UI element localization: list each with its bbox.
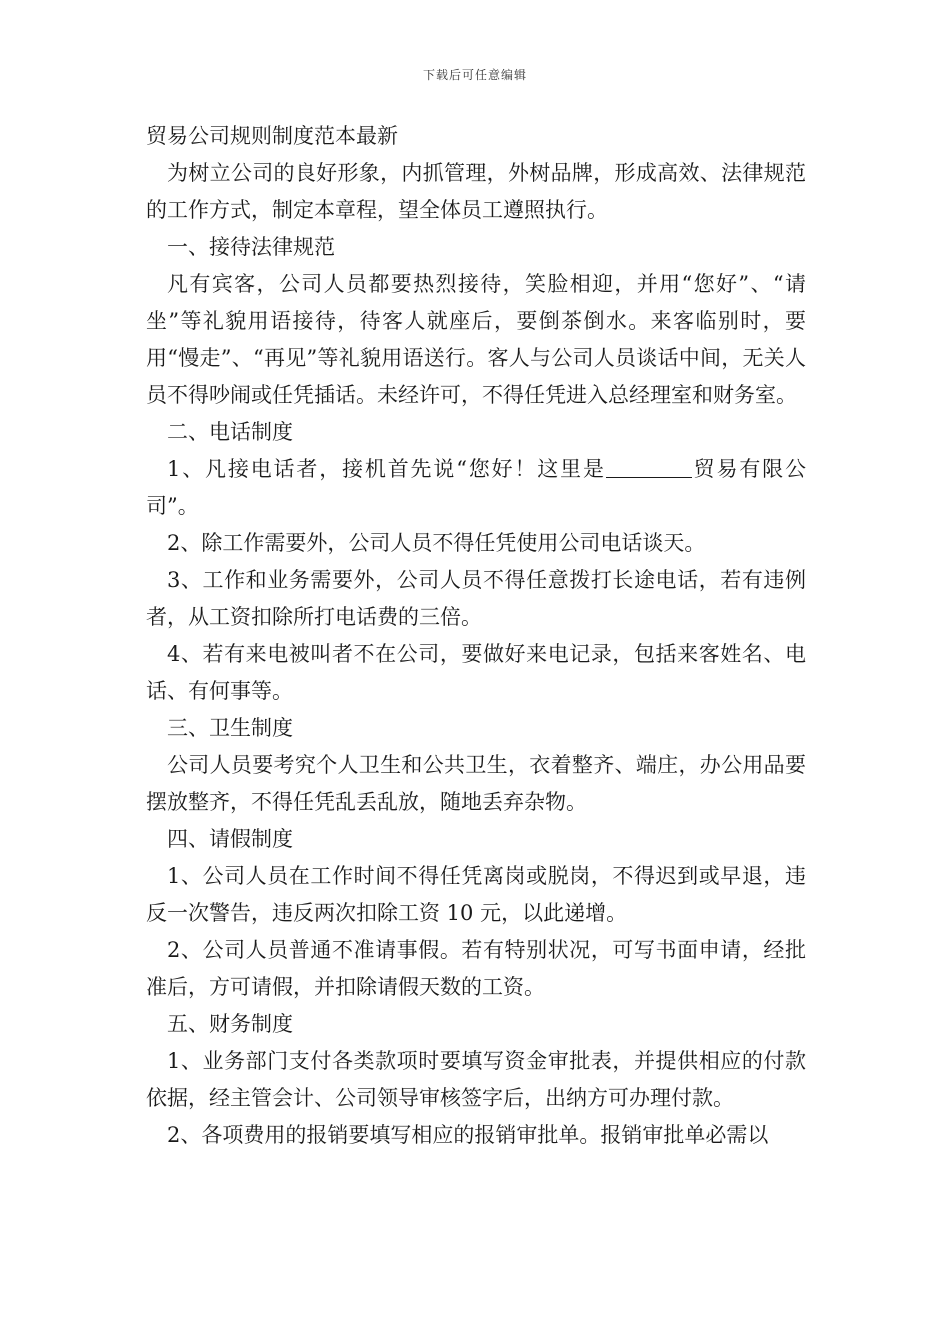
section-paragraph: 2、公司人员普通不准请事假。若有特别状况，可写书面申请，经批准后，方可请假，并扣除请假天数的工资。 <box>146 938 806 999</box>
section-paragraph: 1、公司人员在工作时间不得任凭离岗或脱岗，不得迟到或早退，违反一次警告，违反两次扣除工资 10 元，以此递增。 <box>146 864 806 925</box>
section-heading: 二、电话制度 <box>167 420 293 444</box>
fill-in-blank <box>606 455 692 478</box>
section-paragraph: 2、各项费用的报销要填写相应的报销审批单。报销审批单必需以 <box>167 1123 769 1147</box>
section-paragraph: 4、若有来电被叫者不在公司，要做好来电记录，包括来客姓名、电话、有何事等。 <box>146 642 806 703</box>
section-heading: 三、卫生制度 <box>167 716 293 740</box>
section-paragraph-with-blank <box>146 451 806 525</box>
section-heading: 四、请假制度 <box>167 827 293 851</box>
intro-paragraph: 为树立公司的良好形象，内抓管理，外树品牌，形成高效、法律规范的工作方式，制定本章程，望全体员工遵照执行。 <box>146 161 806 222</box>
section-paragraph: 凡有宾客，公司人员都要热烈接待，笑脸相迎，并用“您好”、“请坐”等礼貌用语接待，待客人就座后，要倒茶倒水。来客临别时，要用“慢走”、“再见”等礼貌用语送行。客人与公司人员谈话中间，无关人员不得吵闹或任凭插话。未经许可，不得任凭进入总经理室和财务室。 <box>146 272 806 407</box>
section-heading: 五、财务制度 <box>167 1012 293 1036</box>
section-paragraph: 1、业务部门支付各类款项时要填写资金审批表，并提供相应的付款依据，经主管会计、公司领导审核签字后，出纳方可办理付款。 <box>146 1049 806 1110</box>
section-paragraph: 2、除工作需要外，公司人员不得任凭使用公司电话谈天。 <box>167 531 706 555</box>
item-text: 贸易有限公司”。 <box>146 457 806 518</box>
section-heading: 一、接待法律规范 <box>167 235 335 259</box>
section-paragraph: 3、工作和业务需要外，公司人员不得任意拨打长途电话，若有违例者，从工资扣除所打电话费的三倍。 <box>146 568 806 629</box>
section-paragraph: 公司人员要考究个人卫生和公共卫生，衣着整齐、端庄，办公用品要摆放整齐，不得任凭乱丢乱放，随地丢弃杂物。 <box>146 753 806 814</box>
document-title: 贸易公司规则制度范本最新 <box>146 124 398 148</box>
page-header-note: 下载后可任意编辑 <box>422 68 527 82</box>
item-text: 1、凡接电话者，接机首先说“您好！这里是 <box>167 457 606 481</box>
document-body <box>146 118 806 1154</box>
